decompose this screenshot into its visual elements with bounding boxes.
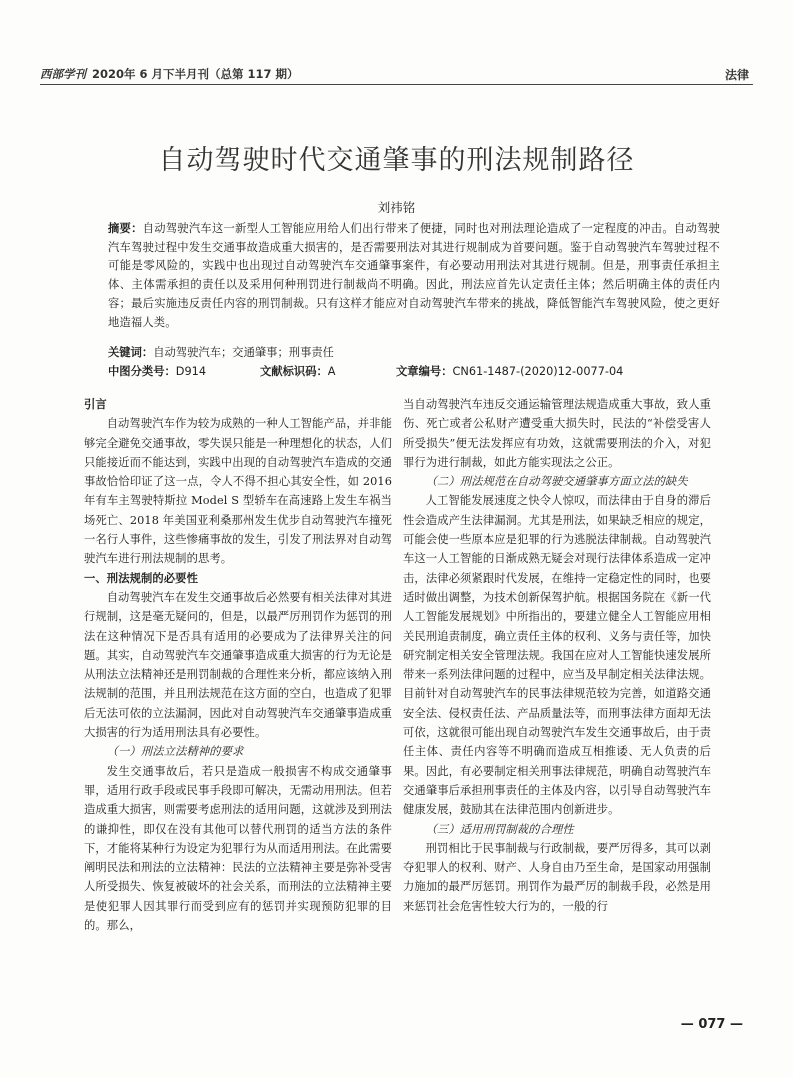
article-title: 自动驾驶时代交通肇事的刑法规制路径 xyxy=(158,145,635,176)
running-header-journal xyxy=(40,66,299,82)
keywords xyxy=(108,344,334,360)
abstract-text: 自动驾驶汽车这一新型人工智能应用给人们出行带来了便捷，同时也对刑法理论造成了一定程度的冲击。自动驾驶汽车驾驶过程中发生交通事故造成重大损害的，是否需要刑法对其进行规制成为首要问题。鉴于自动驾驶汽车驾驶过程不可能是零风险的，实践中也出现过自动驾驶汽车交通肇事案件，有必要动用刑法对其进行规制。但是，刑事责任承担主体、主体需承担的责任以及采用何种刑罚进行制裁尚不明确。因此，刑法应首先认定责任主体；然后明确主体的责任内容；最后实施违反责任内容的刑罚制裁。只有这样才能应对自动驾驶汽车带来的挑战，降低智能汽车驾驶风险，使之更好地造福人类。 xyxy=(108,222,720,329)
paragraph: 自动驾驶汽车作为较为成熟的一种人工智能产品，并非能够完全避免交通事故，零失误只能是一种理想化的状态，人们只能接近而不能达到，实践中出现的自动驾驶汽车造成的交通事故恰恰印证了这一点，令人不得不担心其安全性，如 2016 年有车主驾驶特斯拉 Model S 型轿车在高速路上发生车祸当场死亡、2018 年美国亚利桑那州发生优步自动驾驶汽车撞死一名行人事件，这些惨痛事故的发生，引发了刑法界对自动驾驶汽车进行刑法规制的思考。 xyxy=(84,417,392,566)
paragraph: 人工智能发展速度之快令人惊叹，而法律由于自身的滞后性会造成产生法律漏洞。尤其是刑法，如果缺乏相应的规定，可能会使一些原本应是犯罪的行为逃脱法律制裁。自动驾驶汽车这一人工智能的日渐成熟无疑会对现行法律体系造成一定冲击，法律必须紧跟时代发展，在维持一定稳定性的同时，也要适时做出调整，为技术创新保驾护航。根据国务院在《新一代人工智能发展规划》中所指出的，要建立健全人工智能应用相关民刑追责制度，确立责任主体的权利、义务与责任等，加快研究制定相关安全管理法规。我国在应对人工智能快速发展所带来一系列法律问题的过程中，应当及早制定相关法律法规。目前针对自动驾驶汽车的民事法律规范较为完善，如道路交通安全法、侵权责任法、产品质量法等，而刑事法律方面却无法可依，这就很可能出现自动驾驶汽车发生交通事故后，由于责任主体、责任内容等不明确而造成互相推诿、无人负责的后果。因此，有必要制定相关刑事法律规范，明确自动驾驶汽车交通肇事后承担刑事责任的主体及内容，以引导自动驾驶汽车健康发展，鼓励其在法律范围内创新进步。 xyxy=(403,494,711,817)
paragraph: 自动驾驶汽车在发生交通事故后必然要有相关法律对其进行规制，这是毫无疑问的，但是，以最严厉刑罚作为惩罚的刑法在这种情况下是否具有适用的必要成为了法律界关注的问题。其实，自动驾驶汽车交通肇事造成重大损害的行为无论是从刑法立法精神还是刑罚制裁的合理性来分析，都应该纳入刑法规制的范围，并且刑法规范在这方面的空白，也造成了犯罪后无法可依的立法漏洞，因此对自动驾驶汽车交通肇事造成重大损害的行为适用刑法具有必要性。 xyxy=(84,590,392,740)
abstract-label: 摘要： xyxy=(108,222,143,235)
section-label: 法律 xyxy=(724,68,749,82)
keywords-text: 自动驾驶汽车；交通肇事；刑事责任 xyxy=(153,346,334,359)
keywords-label: 关键词： xyxy=(108,346,154,359)
subsection-heading: （一）刑法立法精神的要求 xyxy=(106,745,244,759)
clc-number: 中图分类号：D914 xyxy=(108,365,207,378)
left-column xyxy=(84,395,392,935)
issue-info: 2020年 6 月下半月刊（总第 117 期） xyxy=(92,67,299,81)
section-heading: 引言 xyxy=(84,398,107,411)
abstract xyxy=(108,220,720,332)
header-rule xyxy=(40,84,753,85)
page-number: — 077 — xyxy=(680,1017,743,1032)
section-heading: 一、刑法规制的必要性 xyxy=(84,571,198,585)
article-number: 文章编号：CN61-1487-(2020)12-0077-04 xyxy=(396,365,624,378)
author-name: 刘祎铭 xyxy=(377,200,416,215)
subsection-heading: （三）适用刑罚制裁的合理性 xyxy=(425,822,574,836)
document-code: 文献标识码：A xyxy=(260,365,336,378)
paragraph: 当自动驾驶汽车违反交通运输管理法规造成重大事故，致人重伤、死亡或者公私财产遭受重大损失时，民法的“补偿受害人所受损失”便无法发挥应有功效，这就需要刑法的介入，对犯罪行为进行制裁，如此方能实现法之公正。 xyxy=(403,398,711,469)
paragraph: 发生交通事故后，若只是造成一般损害不构成交通肇事罪，适用行政手段或民事手段即可解决，无需动用刑法。但若造成重大损害，则需要考虑刑法的适用问题，这就涉及到刑法的谦抑性，即仅在没有其他可以替代刑罚的适当方法的条件下，才能将某种行为设定为犯罪行为从而适用刑法。在此需要阐明民法和刑法的立法精神：民法的立法精神主要是弥补受害人所受损失、恢复被破坏的社会关系，而刑法的立法精神主要是使犯罪人因其罪行而受到应有的惩罚并实现预防犯罪的目的。那么， xyxy=(84,764,392,933)
subsection-heading: （二）刑法规范在自动驾驶交通肇事方面立法的缺失 xyxy=(425,475,688,489)
paragraph: 刑罚相比于民事制裁与行政制裁，要严厉得多，其可以剥夺犯罪人的权利、财产、人身自由乃至生命，是国家动用强制力施加的最严厉惩罚。刑罚作为最严厉的制裁手段，必然是用来惩罚社会危害性较大行为的，一般的行 xyxy=(403,841,711,913)
journal-name: 西部学刊 xyxy=(40,67,86,81)
right-column xyxy=(403,395,711,916)
